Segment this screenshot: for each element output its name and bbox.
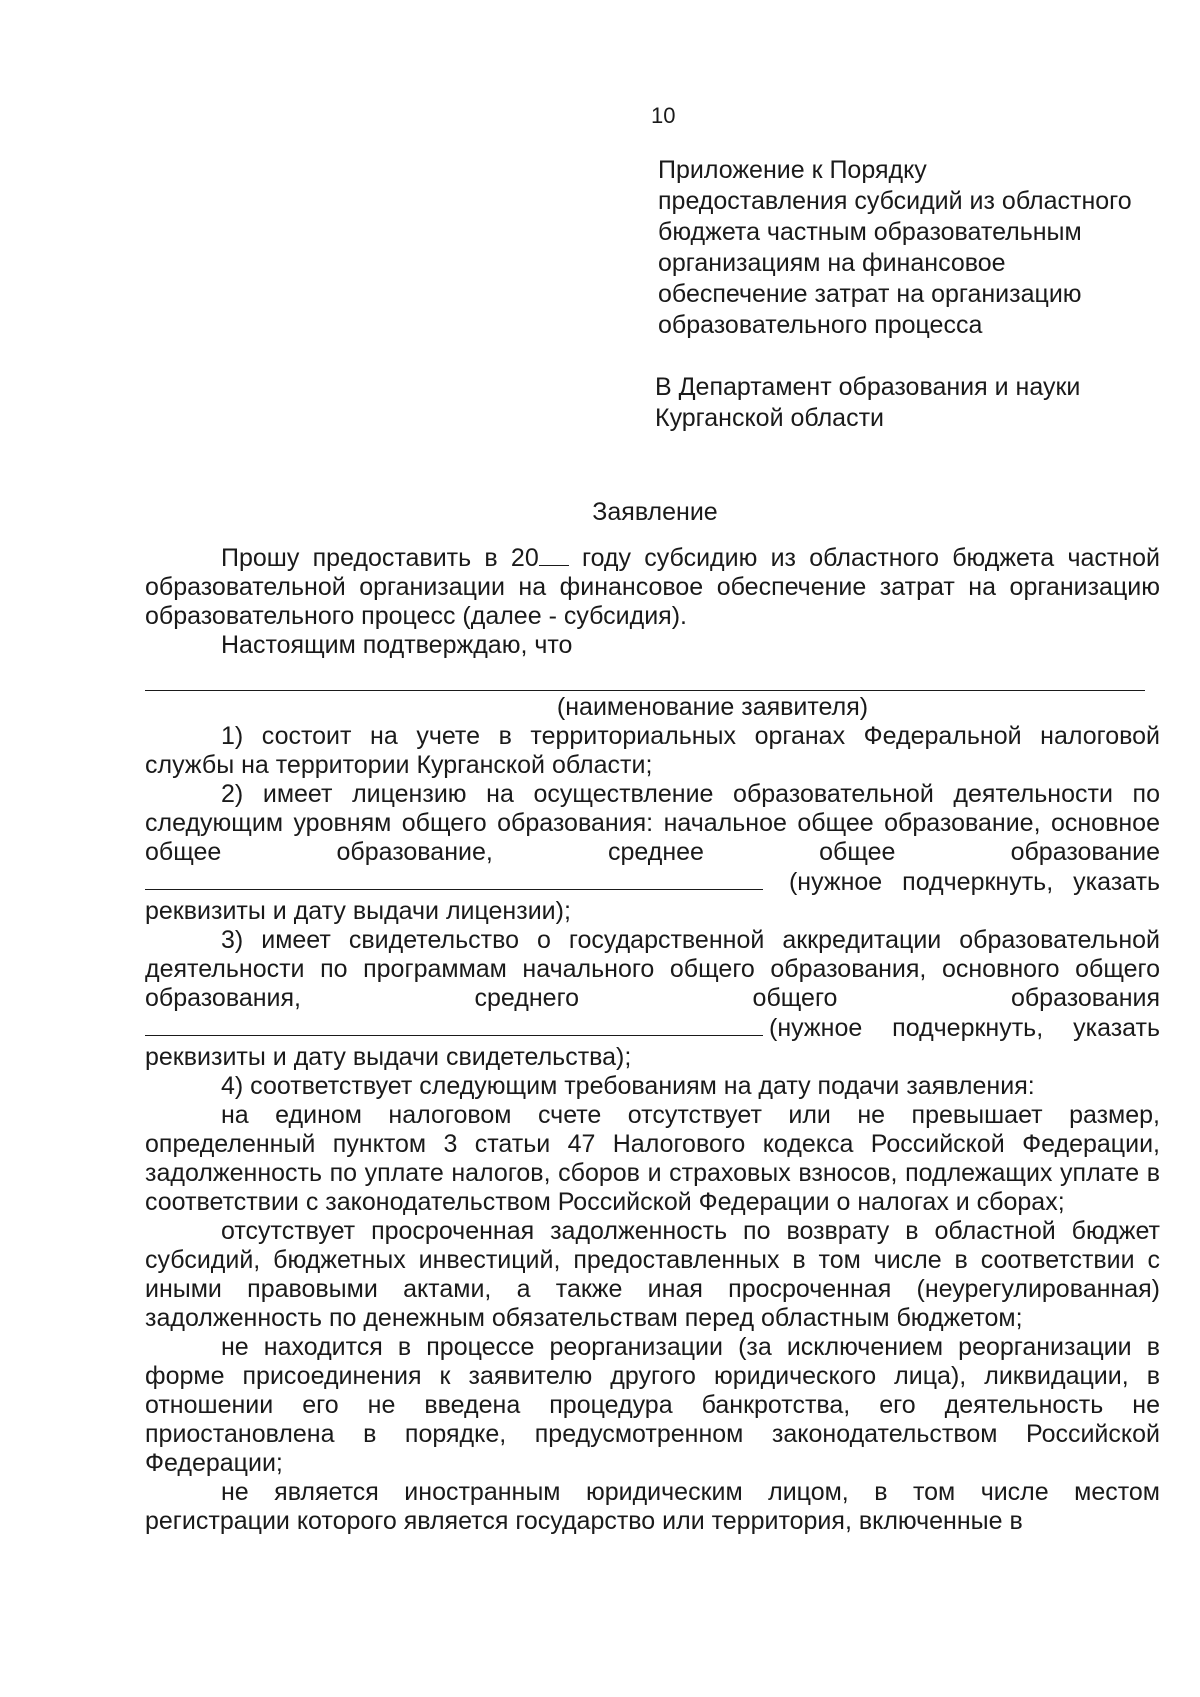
addressee-line: В Департамент образования и науки <box>655 373 1081 401</box>
requirement-budget-debt: отсутствует просроченная задолженность по возврату в областной бюджет субсидий, бюджетных инвестиций, предоставленных в том числе в соответствии с иными правовыми актами, а также иная просроченная (неурегулированная) задолженность по денежным обязательствам перед областным бюджетом; <box>145 1217 1160 1332</box>
item-2-text: 2) имеет лицензию на осуществление образовательной деятельности по следующим уровням общего образования: начальное общее образование, основное общее образование, среднее общее образование <box>145 780 1160 866</box>
request-text-start: Прошу предоставить в 20 <box>221 544 539 572</box>
applicant-name-caption: (наименование заявителя) <box>556 693 869 721</box>
item-4: 4) соответствует следующим требованиям на дату подачи заявления: <box>221 1072 1035 1100</box>
appendix-line: предоставления субсидий из областного <box>658 187 1132 215</box>
item-2 <box>145 780 1160 926</box>
request-paragraph <box>145 543 1160 631</box>
applicant-name-line <box>145 662 1145 691</box>
license-details-blank <box>145 867 763 890</box>
appendix-header <box>658 155 1178 341</box>
item-1: 1) состоит на учете в территориальных органах Федеральной налоговой службы на территории Курганской области; <box>145 722 1160 779</box>
confirm-intro: Настоящим подтверждаю, что <box>221 631 573 659</box>
requirement-reorganization: не находится в процессе реорганизации (за исключением реорганизации в форме присоединения к заявителю другого юридического лица), ликвидации, в отношении его не введена процедура банкротства, его деятельность не приостановлена в порядке, предусмотренном законодательством Российской Федерации; <box>145 1333 1160 1477</box>
requirement-foreign-entity: не является иностранным юридическим лицом, в том числе местом регистрации которого является государство или территория, включенные в <box>145 1478 1160 1535</box>
addressee-block <box>655 372 1175 434</box>
year-blank <box>539 543 569 566</box>
addressee-line: Курганской области <box>655 404 885 432</box>
appendix-line: образовательного процесса <box>658 311 983 339</box>
item-3-text: 3) имеет свидетельство о государственной аккредитации образовательной деятельности по программам начального общего образования, основного общего образования, среднего общего образования <box>145 926 1160 1012</box>
item-2-tail: (нужное подчеркнуть, указать реквизиты и дату выдачи лицензии); <box>145 868 1160 925</box>
appendix-line: организациям на финансовое <box>658 249 1006 277</box>
appendix-line: обеспечение затрат на организацию <box>658 280 1082 308</box>
item-3-tail: (нужное подчеркнуть, указать реквизиты и дату выдачи свидетельства); <box>145 1014 1160 1071</box>
appendix-line: бюджета частным образовательным <box>658 218 1082 246</box>
request-text-end: году субсидию из областного бюджета частной образовательной организации на финансовое обеспечение затрат на организацию образовательного процесс (далее - субсидия). <box>145 544 1160 630</box>
appendix-line: Приложение к Порядку <box>658 156 927 184</box>
document-title: Заявление <box>592 498 718 526</box>
requirement-tax-debt: на едином налоговом счете отсутствует или не превышает размер, определенный пунктом 3 статьи 47 Налогового кодекса Российской Федерации, задолженность по уплате налогов, сборов и страховых взносов, подлежащих уплате в соответствии с законодательством Российской Федерации о налогах и сборах; <box>145 1101 1160 1216</box>
page-number: 10 <box>651 103 676 128</box>
accreditation-details-blank <box>145 1013 763 1036</box>
item-3 <box>145 926 1160 1072</box>
application-body <box>145 543 1160 1536</box>
